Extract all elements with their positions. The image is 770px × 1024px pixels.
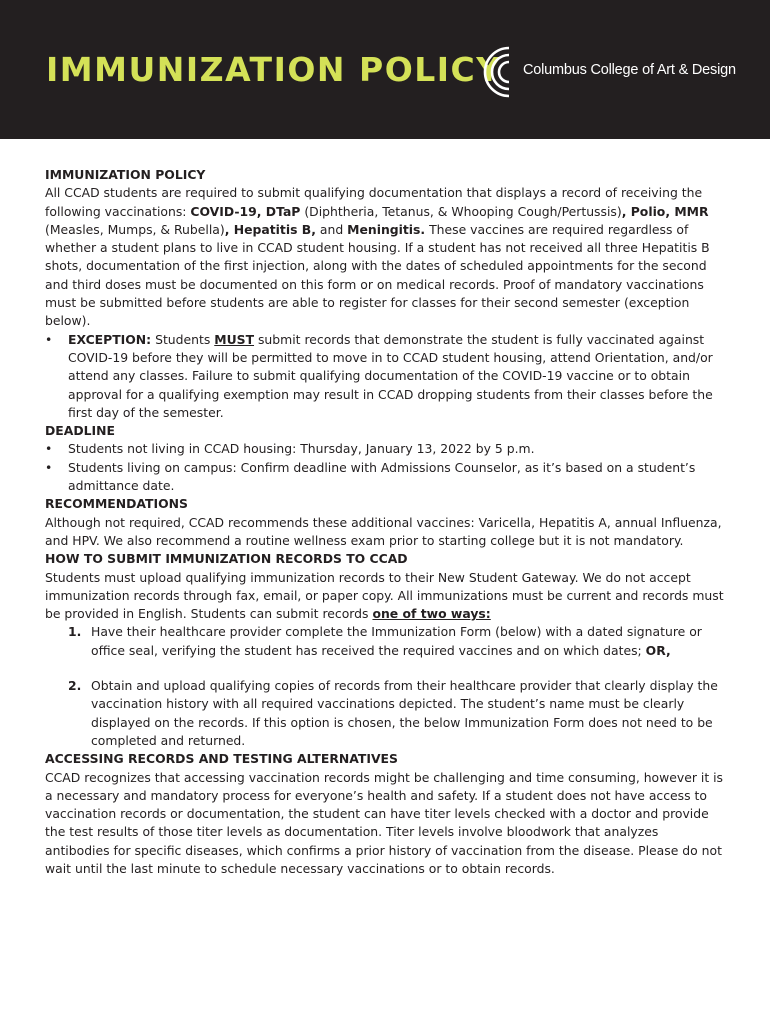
- exception-must: MUST: [214, 331, 255, 347]
- accessing-text: CCAD recognizes that accessing vaccination records might be challenging and time consuming, however it is a necessary and mandatory process for everyone’s health and safety. If a student does not have access to vaccination records or documentation, the student can have titer levels checked with a doctor and provide the test results of those titer levels as documentation. Titer levels involve bloodwork that analyzes antibodies for specific diseases, which confirms a prior history of vaccination from the disease. Please do not wait until the last minute to schedule necessary vaccinations or to obtain records.: [45, 769, 724, 876]
- header-title: IMMUNIZATION POLICY: [46, 50, 502, 89]
- vaccine-hepatitis-b: , Hepatitis B,: [224, 221, 316, 237]
- option-number: 1.: [68, 624, 82, 640]
- deadline-item: • Students not living in CCAD housing: Thursday, January 13, 2022 by 5 p.m.: [45, 440, 725, 458]
- policy-text-1: All CCAD students are required to submit qualifying documentation that displays a record of receiving the following vaccinations:: [45, 185, 703, 219]
- deadline-heading: DEADLINE: [45, 423, 115, 439]
- accessing-heading: ACCESSING RECORDS AND TESTING ALTERNATIVES: [45, 751, 398, 767]
- policy-text-4: and: [315, 221, 348, 237]
- policy-text-2: (Diphtheria, Tetanus, & Whooping Cough/Pertussis): [300, 203, 622, 219]
- exception-item: [45, 331, 725, 422]
- exception-list: [45, 331, 725, 422]
- option-or: OR,: [645, 642, 671, 658]
- vaccine-covid-dtap: COVID-19, DTaP: [190, 203, 301, 219]
- submit-option-1: [45, 623, 725, 660]
- ccad-logo-icon: [476, 44, 518, 100]
- exception-text: submit records that demonstrate the student is fully vaccinated against COVID-19 before they will be permitted to move in to CCAD student housing, attend Orientation, and/or attend any classes. Failure to submit qualifying documentation of the COVID-19 vaccine or to obtain approval for a qualifying exemption may result in CCAD dropping students from their classes before the first day of the semester.: [68, 331, 713, 420]
- policy-content: [45, 166, 725, 878]
- deadline-list: [45, 440, 725, 495]
- option-text: Have their healthcare provider complete the Immunization Form (below) with a dated signature or office seal, verifying the student has received the required vaccines and on which dates;: [91, 624, 702, 658]
- policy-heading: IMMUNIZATION POLICY: [45, 167, 206, 182]
- submit-text: Students must upload qualifying immunization records to their New Student Gateway. We do not accept immunization records through fax, email, or paper copy. All immunizations must be current and records must be provided in English. Students can submit records: [45, 569, 724, 622]
- option-text: Obtain and upload qualifying copies of records from their healthcare provider that clearly display the vaccination history with all required vaccinations depicted. The student’s name must be clearly displayed on the records. If this option is chosen, the below Immunization Form does not need to be completed and returned.: [91, 678, 718, 748]
- exception-pre: Students: [151, 331, 215, 347]
- policy-text-3: (Measles, Mumps, & Rubella): [45, 221, 225, 237]
- submit-ways: one of two ways:: [372, 606, 491, 622]
- vaccine-polio-mmr: , Polio, MMR: [621, 203, 709, 219]
- recommendations-text: Although not required, CCAD recommends these additional vaccines: Varicella, Hepatitis A, annual Influenza, and HPV. We also recommend a routine wellness exam prior to starting college but it is not mandatory.: [45, 514, 722, 548]
- vaccine-meningitis: Meningitis.: [347, 221, 426, 237]
- page-header: [0, 0, 770, 139]
- submit-heading: HOW TO SUBMIT IMMUNIZATION RECORDS TO CCAD: [45, 551, 408, 567]
- recommendations-heading: RECOMMENDATIONS: [45, 496, 188, 512]
- logo-wordmark: Columbus College of Art & Design: [523, 62, 736, 78]
- policy-text-5: These vaccines are required regardless of whether a student plans to live in CCAD student housing. If a student has not received all three Hepatitis B shots, documentation of the first injection, along with the dates of scheduled appointments for the second and third doses must be documented on this form or on medical records. Proof of mandatory vaccinations must be submitted before students are able to register for classes for their second semester (exception below).: [45, 221, 710, 329]
- deadline-item: • Students living on campus: Confirm deadline with Admissions Counselor, as it’s based on a student’s admittance date.: [45, 459, 725, 496]
- submit-paragraph: [45, 569, 725, 624]
- policy-paragraph: [45, 184, 725, 330]
- submit-options-list: [45, 623, 725, 750]
- option-number: 2.: [68, 678, 82, 694]
- exception-label: EXCEPTION:: [68, 331, 152, 347]
- submit-option-2: [45, 677, 725, 750]
